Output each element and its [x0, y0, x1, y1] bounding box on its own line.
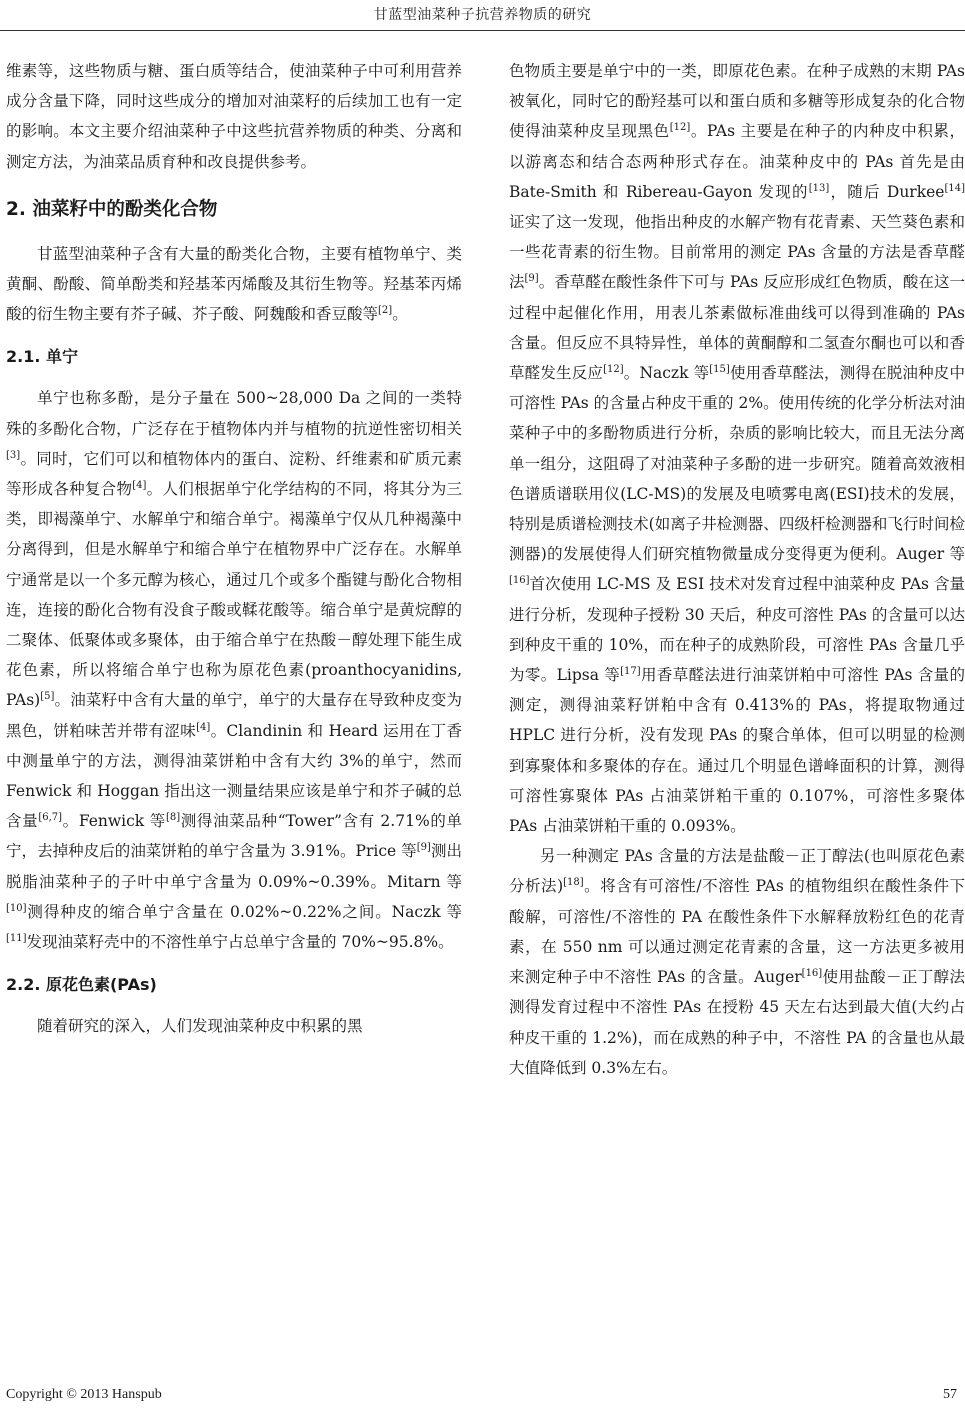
subsection-heading-proanthocyanidins: 2.2. 原花色素(PAs) — [6, 975, 157, 995]
text-span: 单宁也称多酚，是分子量在 500~28,000 Da 之间的一类特殊的多酚化合物，广泛存在于植物体内并与植物的抗逆性密切相关 — [6, 389, 462, 438]
running-title: 甘蓝型油菜种子抗营养物质的研究 — [373, 7, 592, 23]
text-span: ，随后 Durkee — [829, 182, 945, 201]
citation-ref: [4] — [196, 721, 211, 733]
text-span: 使用盐酸－正丁醇法测得发育过程中不溶性 PAs 在授粉 45 天左右达到最大值(大约占种皮干重的 1.2%)，而在成熟的种子中，不溶性 PA 的含量也从最大值降低到 0.3%左右。 — [509, 968, 965, 1077]
citation-ref: [6,7] — [38, 812, 63, 824]
citation-ref: [10] — [6, 902, 27, 914]
text-span: 发现油菜籽壳中的不溶性单宁占总单宁含量的 70%~95.8%。 — [26, 933, 454, 952]
citation-ref: [14] — [944, 182, 965, 194]
text-span: 。人们根据单宁化学结构的不同，将其分为三类，即褐藻单宁、水解单宁和缩合单宁。褐藻单宁仅从几种褐藻中分离得到，但是水解单宁和缩合单宁在植物界中广泛存在。水解单宁通常是以一个多元醇为核心，通过几个或多个酯键与酚化合物相连，连接的酚化合物有没食子酸或鞣花酸等。缩合单宁是黄烷醇的二聚体、低聚体或多聚体，由于缩合单宁在热酸－醇处理下能生成花色素，所以将缩合单宁也称为原花色素(proanthocyanidins, PAs) — [6, 480, 462, 710]
text-span: 用香草醛法进行油菜饼粕中可溶性 PAs 含量的测定，测得油菜籽饼粕中含有 0.413%的 PAs，将提取物通过 HPLC 进行分析，没有发现 PAs 的聚合单体，但可以明显的检测到寡聚体和多聚体的存在。通过几个明显色谱峰面积的计算，测得可溶性寡聚体 PAs 占油菜饼粕干重的 0.107%，可溶性多聚体 PAs 占油菜饼粕干重的 0.093%。 — [509, 666, 965, 836]
text-span: 。PAs 主要是在种子的内种皮中积累，以游离态和结合态两种形式存在。油菜种皮中的 PAs 首先是由 Bate-Smith 和 Ribereau-Gayon 发现的 — [509, 122, 965, 201]
citation-ref: [12] — [603, 363, 624, 375]
text-span: 。Naczk 等 — [623, 364, 710, 383]
paragraph-pas-start: 随着研究的深入，人们发现油菜种皮中积累的黑 — [37, 1017, 363, 1036]
paragraph-pas-continued — [509, 56, 965, 841]
copyright-notice: Copyright © 2013 Hanspub — [6, 1387, 162, 1402]
paragraph-intro-continued: 维素等，这些物质与糖、蛋白质等结合，使油菜种子中可利用营养成分含量下降，同时这些成分的增加对油菜籽的后续加工也有一定的影响。本文主要介绍油菜种子中这些抗营养物质的种类、分离和测定方法，为油菜品质育种和改良提供参考。 — [6, 62, 462, 171]
text-span: 。油菜籽中含有大量的单宁，单宁的大量存在导致种皮变为黑色，饼粕味苦并带有涩味 — [6, 691, 462, 740]
text-span: 另一种测定 PAs 含量的方法是盐酸－正丁醇法(也叫原花色素分析法) — [509, 847, 965, 896]
text-span: 首次使用 LC-MS 及 ESI 技术对发育过程中油菜种皮 PAs 含量进行分析，发现种子授粉 30 天后，种皮可溶性 PAs 的含量可以达到种皮干重的 10%，而在种子的成熟阶段，可溶性 PAs 含量几乎为零。Lipsa 等 — [509, 575, 965, 685]
citation-ref: [15] — [709, 363, 730, 375]
text-span: 测出脱脂油菜种子的子叶中单宁含量为 0.09%~0.39%。Mitarn 等 — [6, 842, 462, 891]
text-span: 。Fenwick 等 — [62, 812, 166, 831]
text-span: 。将含有可溶性/不溶性 PAs 的植物组织在酸性条件下酸解，可溶性/不溶性的 PA 在酸性条件下水解释放粉红色的花青素，在 550 nm 可以通过测定花青素的含量，这一方法更多被用来测定种子中不溶性 PAs 的含量。Auger — [509, 877, 965, 987]
text-span: 测得种皮的缩合单宁含量在 0.02%~0.22%之间。Naczk 等 — [26, 902, 462, 921]
text-span: 。同时，它们可以和植物体内的蛋白、淀粉、纤维素和矿质元素等形成各种复合物 — [6, 449, 462, 499]
citation-ref: [16] — [801, 967, 823, 979]
paragraph-butanol-method — [509, 841, 965, 1083]
text-span: 测得油菜品种“Tower”含有 2.71%的单宁，去掉种皮后的油菜饼粕的单宁含量为 3.91%。Price 等 — [6, 812, 462, 861]
citation-ref: [5] — [40, 691, 55, 703]
citation-ref: [9] — [524, 273, 539, 285]
citation-ref: [12] — [669, 122, 691, 134]
page-number: 57 — [943, 1387, 957, 1402]
citation-ref: [3] — [6, 449, 21, 461]
citation-ref: [2] — [378, 305, 393, 317]
citation-ref: [13] — [808, 182, 830, 194]
text-span: 色物质主要是单宁中的一类，即原花色素。在种子成熟的末期 PAs 被氧化，同时它的酚羟基可以和蛋白质和多糖等形成复杂的化合物使得油菜种皮呈现黑色 — [509, 62, 965, 141]
citation-ref: [4] — [132, 479, 147, 491]
citation-ref: [16] — [509, 575, 530, 587]
paragraph-phenolics — [6, 239, 462, 330]
paragraph-tannin — [6, 383, 462, 957]
citation-ref: [9] — [416, 842, 431, 854]
text-span: 使用香草醛法，测得在脱油种皮中可溶性 PAs 的含量占种皮干重的 2%。使用传统的化学分析法对油菜种子中的多酚物质进行分析，杂质的影响比较大，而且无法分离单一组分，这阻碍了对油菜种子多酚的进一步研究。随着高效液相色谱质谱联用仪(LC-MS)的发展及电喷雾电离(ESI)技术的发展，特别是质谱检测技术(如离子井检测器、四级杆检测器和飞行时间检测器)的发展使得人们研究植物微量成分变得更为便利。Auger 等 — [509, 364, 965, 564]
citation-ref: [11] — [6, 932, 27, 944]
text-span: 。香草醛在酸性条件下可与 PAs 反应形成红色物质，酸在这一过程中起催化作用，用表儿茶素做标准曲线可以得到准确的 PAs 含量。但反应不具特异性，单体的黄酮醇和二氢查尔酮也可以和香草醛发生反应 — [509, 273, 965, 383]
text-span: 甘蓝型油菜种子含有大量的酚类化合物，主要有植物单宁、类黄酮、酚酸、简单酚类和羟基苯丙烯酸及其衍生物等。羟基苯丙烯酸的衍生物主要有芥子碱、芥子酸、阿魏酸和香豆酸等 — [6, 244, 462, 324]
text-span: 。 — [392, 305, 408, 324]
citation-ref: [18] — [563, 877, 584, 889]
citation-ref: [17] — [620, 665, 641, 677]
section-heading-phenolics: 2. 油菜籽中的酚类化合物 — [6, 198, 218, 220]
text-span: 证实了这一发现，他指出种皮的水解产物有花青素、天竺葵色素和一些花青素的衍生物。目前常用的测定 PAs 含量的方法是香草醛法 — [509, 213, 965, 292]
subsection-heading-tannin: 2.1. 单宁 — [6, 347, 78, 367]
citation-ref: [8] — [165, 812, 181, 824]
right-column — [509, 56, 965, 1083]
left-column — [6, 56, 462, 1041]
text-span: 。Clandinin 和 Heard 运用在丁香中测量单宁的方法，测得油菜饼粕中含有大约 3%的单宁，然而 Fenwick 和 Hoggan 指出这一测量结果应该是单宁和芥子碱的总含量 — [6, 721, 462, 831]
header-divider — [0, 30, 965, 31]
